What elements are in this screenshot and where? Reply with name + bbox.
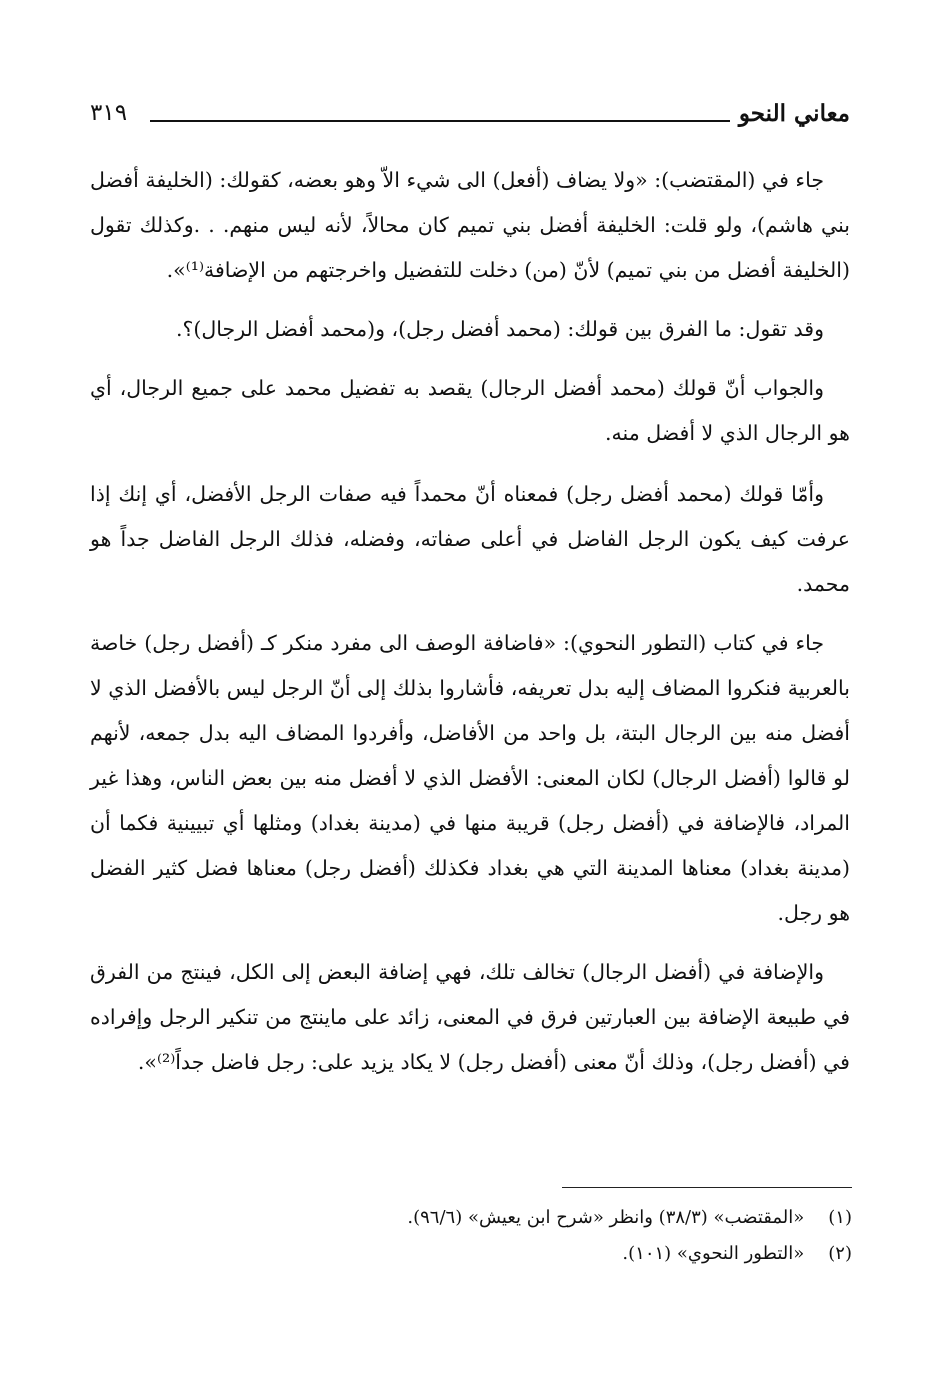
page-number: ٣١٩ (90, 100, 128, 126)
paragraph: جاء في (المقتضب): «ولا يضاف (أفعل) الى شيء الاّ وهو بعضه، كقولك: (الخليفة أفضل بني هاشم)، ولو قلت: الخليفة أفضل بني تميم كان محالاً، لأنه ليس منهم. . .وكذلك تقول (الخليفة أفضل من بني تميم) لأنّ (من) دخلت للتفضيل واخرجتهم من الإضافة⁽¹⁾». (90, 168, 850, 282)
footnote-number: (٢) (828, 1243, 852, 1264)
main-text (90, 158, 850, 1085)
paragraph: وأمّا قولك (محمد أفضل رجل) فمعناه أنّ محمداً فيه صفات الرجل الأفضل، أي إنك إذا عرفت كيف يكون الرجل الفاضل في أعلى صفاته، وفضله، فذلك الرجل الفاضل جداً هو محمد. (90, 482, 850, 596)
footnote-separator (562, 1187, 852, 1188)
footnotes (152, 1200, 852, 1272)
footnote-text: «التطور النحوي» (١٠١). (622, 1243, 805, 1264)
book-title: معاني النحو (738, 100, 850, 127)
paragraph: جاء في كتاب (التطور النحوي): «فاضافة الوصف الى مفرد منكر كـ (أفضل رجل) خاصة بالعربية فنكروا المضاف إليه بدل تعريفه، فأشاروا بذلك إلى أنّ الرجل ليس بالأفضل الذي لا أفضل منه بين الرجال البتة، بل واحد من الأفاضل، وأفردوا المضاف اليه بدل جمعه، لأنهم لو قالوا (أفضل الرجال) لكان المعنى: الأفضل الذي لا أفضل منه بين بعض الناس، وهذا غير المراد، فالإضافة في (أفضل رجل) قريبة منها في (مدينة بغداد) ومثلها أي تبيينية فكما أن (مدينة بغداد) معناها المدينة التي هي بغداد فكذلك (أفضل رجل) معناها فضل كثير الفضل هو رجل. (90, 631, 850, 925)
footnote (152, 1236, 852, 1272)
paragraph: والإضافة في (أفضل الرجال) تخالف تلك، فهي إضافة البعض إلى الكل، فينتج من الفرق في طبيعة الإضافة بين العبارتين فرق في المعنى، زائد على ماينتج من تنكير الرجل وإفراده في (أفضل رجل)، وذلك أنّ معنى (أفضل رجل) لا يكاد يزيد على: رجل فاضل جداً⁽²⁾». (90, 960, 850, 1074)
page-header (90, 100, 850, 140)
footnote-text: «المقتضب» (٣٨/٣) وانظر «شرح ابن يعيش» (٩٦/٦). (407, 1207, 805, 1228)
footnote (152, 1200, 852, 1236)
header-rule (150, 120, 730, 122)
paragraph: والجواب أنّ قولك (محمد أفضل الرجال) يقصد به تفضيل محمد على جميع الرجال، أي هو الرجال الذي لا أفضل منه. (90, 376, 850, 445)
footnote-number: (١) (828, 1207, 852, 1228)
paragraph: وقد تقول: ما الفرق بين قولك: (محمد أفضل رجل)، و(محمد أفضل الرجال)؟. (176, 317, 824, 341)
